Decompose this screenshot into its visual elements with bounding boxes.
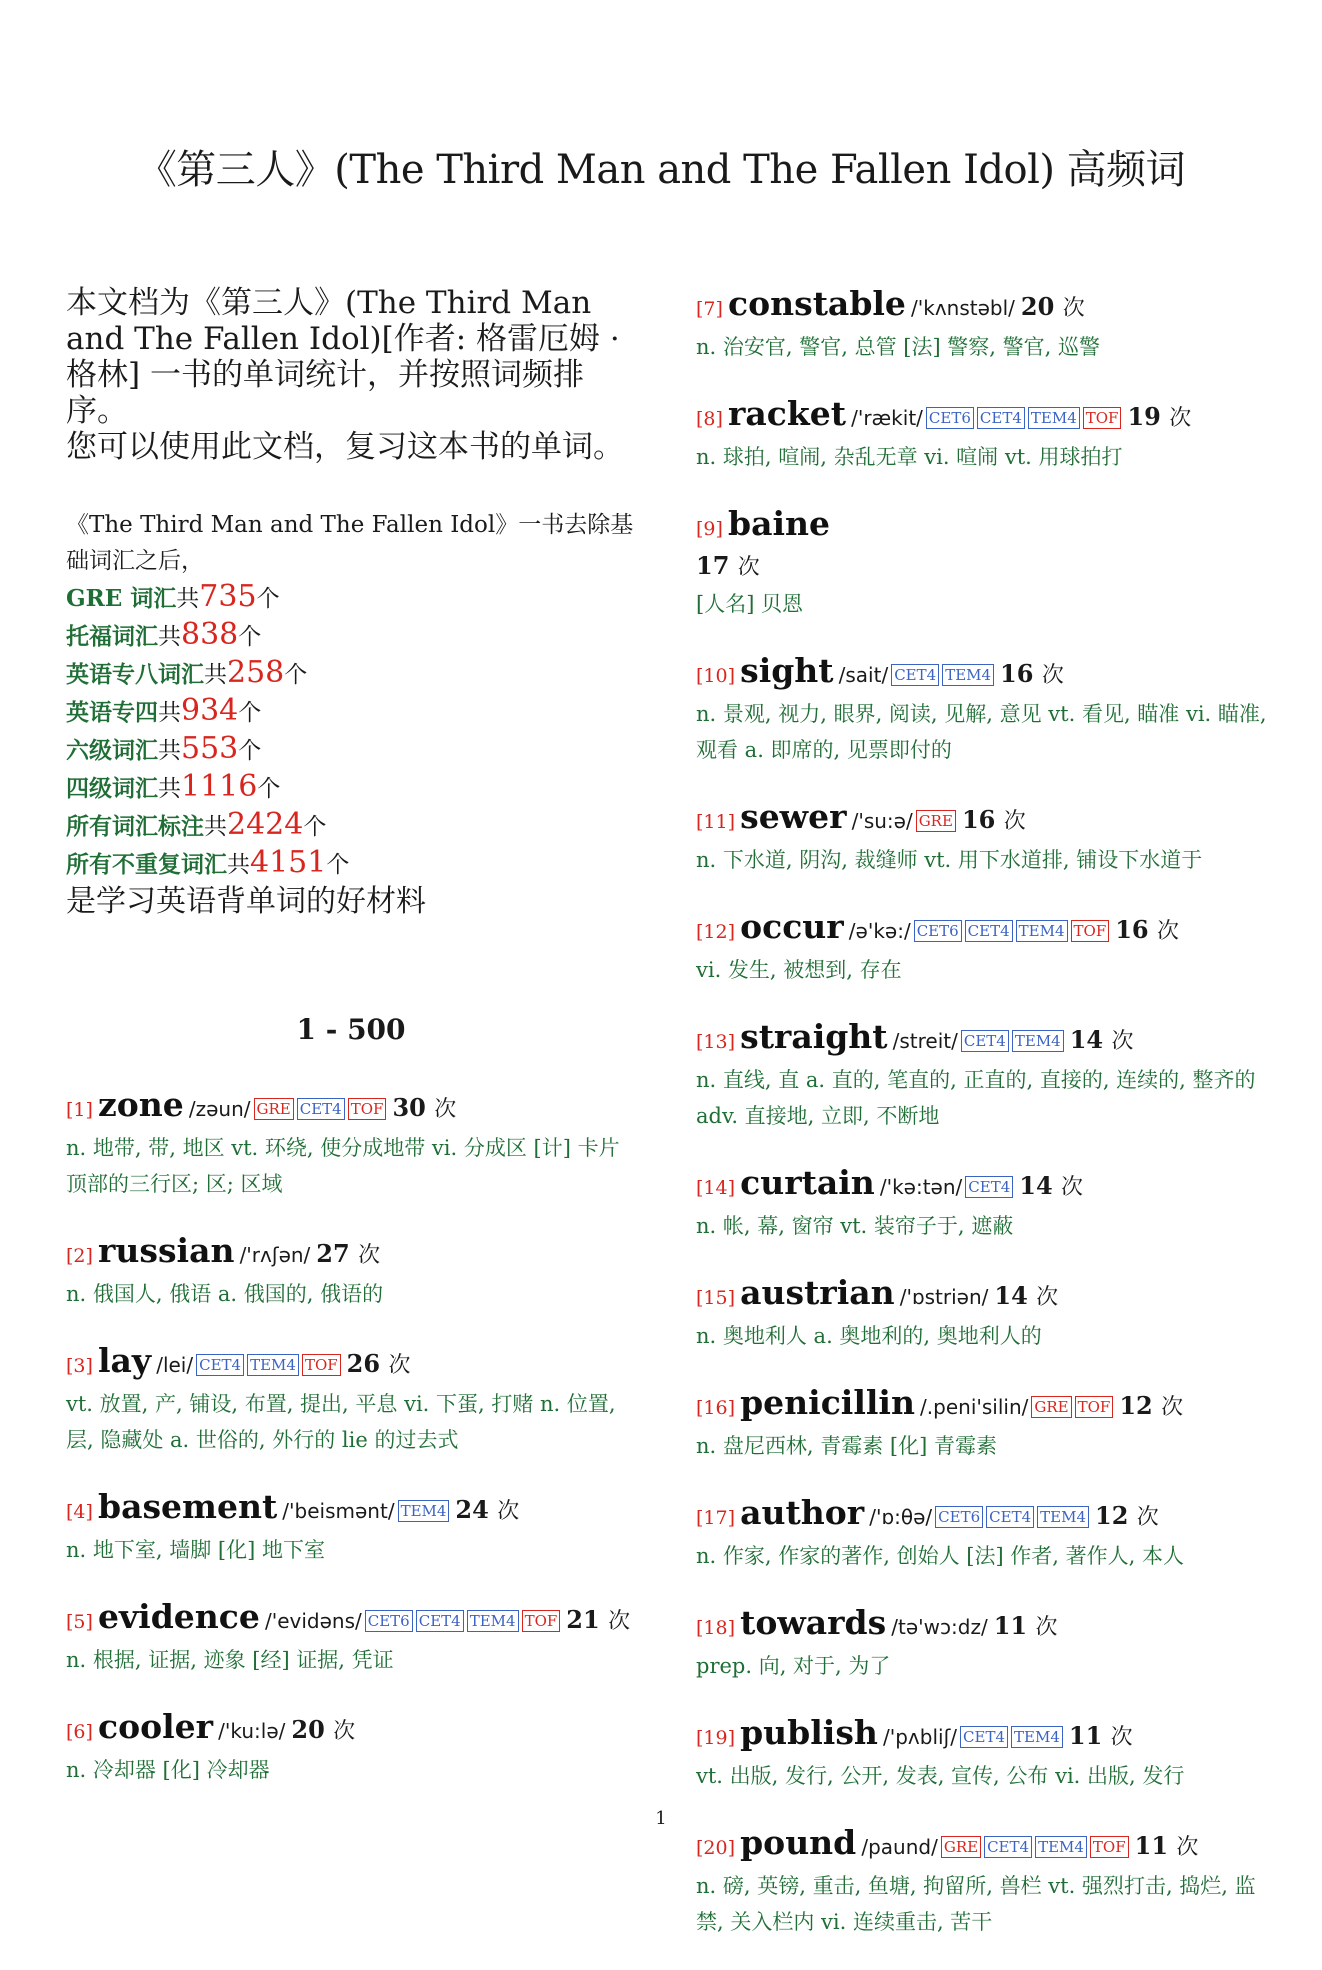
word-entry xyxy=(66,1598,636,1678)
entry-definition: vt. 放置, 产, 铺设, 布置, 提出, 平息 vi. 下蛋, 打赌 n. 位置, 层, 隐藏处 a. 世俗的, 外行的 lie 的过去式 xyxy=(66,1392,616,1452)
entry-count-value: 11 xyxy=(993,1611,1028,1640)
summary-closing: 是学习英语背单词的好材料 xyxy=(66,884,426,919)
stat-unit: 个 xyxy=(257,776,281,802)
stat-connector: 共 xyxy=(158,738,181,764)
entry-word: author xyxy=(740,1493,865,1532)
entry-word: cooler xyxy=(98,1707,214,1746)
entry-list-left xyxy=(66,1086,636,1788)
exam-tag: CET4 xyxy=(965,920,1013,942)
word-entry xyxy=(696,1824,1276,1940)
entry-phonetic: /'su:ə/ xyxy=(851,809,913,833)
stat-line xyxy=(66,617,636,655)
entry-count-suffix: 次 xyxy=(497,1499,520,1524)
entry-index: [15] xyxy=(696,1287,736,1309)
entry-index: [19] xyxy=(696,1727,736,1749)
entry-head xyxy=(696,1274,1276,1318)
entry-word: lay xyxy=(98,1341,152,1380)
stat-connector: 共 xyxy=(158,776,181,802)
entry-count xyxy=(316,1239,380,1268)
entry-head xyxy=(66,1488,636,1532)
entry-count xyxy=(347,1349,411,1378)
entry-definition: n. 帐, 幕, 窗帘 vt. 装帘子于, 遮蔽 xyxy=(696,1214,1014,1238)
entry-definition: n. 直线, 直 a. 直的, 笔直的, 正直的, 直接的, 连续的, 整齐的 adv. 直接地, 立即, 不断地 xyxy=(696,1068,1256,1128)
exam-tag: TEM4 xyxy=(1011,1726,1063,1748)
entry-index: [20] xyxy=(696,1837,736,1859)
stat-unit: 个 xyxy=(238,624,262,650)
stat-value: 2424 xyxy=(227,807,304,842)
entry-count-value: 12 xyxy=(1119,1391,1153,1420)
word-entry xyxy=(696,1018,1276,1134)
entry-count xyxy=(1127,402,1191,431)
entry-count-value: 24 xyxy=(455,1495,489,1524)
entry-index: [12] xyxy=(696,921,736,943)
exam-tag: CET4 xyxy=(984,1836,1032,1858)
entry-index: [11] xyxy=(696,811,736,833)
entry-index: [16] xyxy=(696,1397,736,1419)
stat-unit: 个 xyxy=(326,852,350,878)
entry-count xyxy=(392,1093,456,1122)
stat-label: 托福词汇 xyxy=(66,623,158,650)
entry-index: [6] xyxy=(66,1721,93,1743)
entry-definition: n. 下水道, 阴沟, 裁缝师 vt. 用下水道排, 铺设下水道于 xyxy=(696,848,1203,872)
stat-line xyxy=(66,655,636,693)
entry-count-suffix: 次 xyxy=(358,1243,381,1268)
entry-phonetic: /'ku:lə/ xyxy=(218,1719,286,1743)
stat-value: 258 xyxy=(227,655,285,690)
entry-phonetic: /'rʌʃən/ xyxy=(239,1243,311,1267)
entry-count xyxy=(994,1281,1058,1310)
entry-phonetic: /zəun/ xyxy=(188,1097,251,1121)
entry-definition: vt. 出版, 发行, 公开, 发表, 宣传, 公布 vi. 出版, 发行 xyxy=(696,1764,1185,1788)
entry-count-suffix: 次 xyxy=(1041,663,1064,688)
stat-connector: 共 xyxy=(227,852,250,878)
exam-tag: GRE xyxy=(254,1098,294,1120)
entry-head xyxy=(696,1604,1276,1648)
exam-tag: CET4 xyxy=(960,1726,1008,1748)
exam-tag: GRE xyxy=(916,810,956,832)
entry-phonetic: /sait/ xyxy=(838,663,889,687)
exam-tag: TOF xyxy=(1090,1836,1129,1858)
stat-line xyxy=(66,807,636,845)
stat-unit: 个 xyxy=(238,700,262,726)
stat-unit: 个 xyxy=(256,586,280,612)
word-entry xyxy=(696,908,1276,988)
entry-count-suffix: 次 xyxy=(1003,809,1026,834)
entry-index: [18] xyxy=(696,1617,736,1639)
intro-line-2: 您可以使用此文档，复习这本书的单词。 xyxy=(66,429,624,465)
entry-count-suffix: 次 xyxy=(1110,1725,1133,1750)
entry-word: pound xyxy=(740,1823,857,1862)
word-entry xyxy=(696,798,1276,878)
entry-count-suffix: 次 xyxy=(608,1609,631,1634)
exam-tag: CET4 xyxy=(977,407,1025,429)
exam-tag: TEM4 xyxy=(247,1354,299,1376)
entry-count-value: 21 xyxy=(566,1605,600,1634)
word-entry xyxy=(66,1086,636,1202)
entry-count-suffix: 次 xyxy=(388,1353,411,1378)
word-entry xyxy=(696,1384,1276,1464)
stat-label: 所有词汇标注 xyxy=(66,813,204,840)
entry-count-suffix: 次 xyxy=(737,555,760,580)
entry-definition: n. 地下室, 墙脚 [化] 地下室 xyxy=(66,1538,325,1562)
entry-count-value: 30 xyxy=(392,1093,426,1122)
entry-word: towards xyxy=(740,1603,887,1642)
exam-tag: CET6 xyxy=(365,1610,413,1632)
entry-count xyxy=(1119,1391,1183,1420)
entry-phonetic: /ə'kə:/ xyxy=(848,919,911,943)
exam-tag: TOF xyxy=(1075,1396,1114,1418)
entry-phonetic: /'beismənt/ xyxy=(282,1499,395,1523)
exam-tag: TEM4 xyxy=(1035,1836,1087,1858)
entry-definition: n. 治安官, 警官, 总管 [法] 警察, 警官, 巡警 xyxy=(696,335,1101,359)
entry-phonetic: /'ɒ:θə/ xyxy=(869,1505,933,1529)
entry-count-suffix: 次 xyxy=(1136,1505,1159,1530)
entry-word: constable xyxy=(728,284,906,323)
entry-head xyxy=(696,652,1276,696)
word-entry xyxy=(696,505,1276,622)
entry-definition: vi. 发生, 被想到, 存在 xyxy=(696,958,902,982)
entry-word: straight xyxy=(740,1017,888,1056)
stat-label: 英语专八词汇 xyxy=(66,661,204,688)
entry-count-suffix: 次 xyxy=(434,1097,457,1122)
entry-count xyxy=(994,1611,1058,1640)
entry-head xyxy=(66,1342,636,1386)
entry-word: sewer xyxy=(740,797,847,836)
exam-tag: TOF xyxy=(348,1098,387,1120)
stat-connector: 共 xyxy=(204,662,227,688)
exam-tag: CET6 xyxy=(914,920,962,942)
exam-tag: CET6 xyxy=(935,1506,983,1528)
entry-phonetic: /lei/ xyxy=(156,1353,194,1377)
exam-tag: TOF xyxy=(522,1610,561,1632)
stats-list xyxy=(66,579,636,883)
entry-index: [14] xyxy=(696,1177,736,1199)
entry-definition: n. 球拍, 喧闹, 杂乱无章 vi. 喧闹 vt. 用球拍打 xyxy=(696,445,1123,469)
entry-head xyxy=(696,505,1276,549)
stat-label: 所有不重复词汇 xyxy=(66,851,227,878)
word-entry xyxy=(696,652,1276,768)
entry-definition: n. 根据, 证据, 迹象 [经] 证据, 凭证 xyxy=(66,1648,394,1672)
entry-head xyxy=(696,798,1276,842)
stat-value: 838 xyxy=(181,617,239,652)
stat-connector: 共 xyxy=(158,700,181,726)
exam-tag: CET4 xyxy=(416,1610,464,1632)
entry-word: curtain xyxy=(740,1163,875,1202)
word-entry xyxy=(66,1708,636,1788)
exam-tag: CET4 xyxy=(961,1030,1009,1052)
exam-tag: CET4 xyxy=(297,1098,345,1120)
entry-count-value: 16 xyxy=(1000,659,1034,688)
exam-tag: TEM4 xyxy=(1016,920,1068,942)
stat-line xyxy=(66,579,636,617)
stat-label: 英语专四 xyxy=(66,699,158,726)
word-entry xyxy=(66,1232,636,1312)
entry-count-value: 14 xyxy=(994,1281,1028,1310)
entry-index: [10] xyxy=(696,665,736,687)
entry-phonetic: /'rækit/ xyxy=(851,406,923,430)
word-entry xyxy=(696,1164,1276,1244)
entry-count xyxy=(1000,659,1064,688)
entry-count-value: 27 xyxy=(316,1239,350,1268)
stat-unit: 个 xyxy=(238,738,262,764)
stat-line xyxy=(66,693,636,731)
entry-definition: n. 地带, 带, 地区 vt. 环绕, 使分成地带 vi. 分成区 [计] 卡片顶部的三行区; 区; 区域 xyxy=(66,1136,620,1196)
entry-count-suffix: 次 xyxy=(1157,919,1180,944)
word-entry xyxy=(696,1604,1276,1684)
stat-label: GRE 词汇 xyxy=(66,585,177,612)
entry-phonetic: /'kə:tən/ xyxy=(879,1175,963,1199)
entry-index: [7] xyxy=(696,298,723,320)
entry-word: sight xyxy=(740,651,834,690)
entry-head xyxy=(696,1714,1276,1758)
exam-tag: TEM4 xyxy=(398,1500,450,1522)
entry-head xyxy=(696,1018,1276,1062)
entry-count xyxy=(962,805,1026,834)
stat-connector: 共 xyxy=(204,814,227,840)
entry-count-value: 19 xyxy=(1127,402,1161,431)
entry-count-value: 11 xyxy=(1068,1721,1103,1750)
left-column xyxy=(66,285,636,1818)
exam-tag: TEM4 xyxy=(1012,1030,1064,1052)
entry-definition: [人名] 贝恩 xyxy=(696,592,804,616)
entry-head xyxy=(696,1494,1276,1538)
entry-definition: n. 冷却器 [化] 冷却器 xyxy=(66,1758,270,1782)
entry-count-value: 11 xyxy=(1134,1831,1169,1860)
entry-count xyxy=(1070,1025,1134,1054)
exam-tag: CET6 xyxy=(926,407,974,429)
entry-word: austrian xyxy=(740,1273,895,1312)
entry-definition: n. 俄国人, 俄语 a. 俄国的, 俄语的 xyxy=(66,1282,384,1306)
entry-head xyxy=(696,1824,1276,1868)
entry-count xyxy=(696,551,760,580)
entry-word: evidence xyxy=(98,1597,260,1636)
exam-tag: TOF xyxy=(302,1354,341,1376)
stat-line xyxy=(66,769,636,807)
entry-word: baine xyxy=(728,504,830,543)
stat-label: 四级词汇 xyxy=(66,775,158,802)
entry-head xyxy=(66,1086,636,1130)
entry-index: [5] xyxy=(66,1611,93,1633)
entry-phonetic: /'kʌnstəbl/ xyxy=(911,296,1015,320)
entry-phonetic: /streit/ xyxy=(892,1029,958,1053)
stat-unit: 个 xyxy=(284,662,308,688)
entry-index: [2] xyxy=(66,1245,93,1267)
entry-phonetic: /tə'wɔ:dz/ xyxy=(891,1615,988,1639)
entry-definition: n. 景观, 视力, 眼界, 阅读, 见解, 意见 vt. 看见, 瞄准 vi. 瞄准, 观看 a. 即席的, 见票即付的 xyxy=(696,702,1267,762)
entry-definition: n. 盘尼西林, 青霉素 [化] 青霉素 xyxy=(696,1434,997,1458)
entry-phonetic: /'pʌbliʃ/ xyxy=(883,1725,958,1749)
entry-count-line xyxy=(696,549,1276,586)
entry-count xyxy=(1095,1501,1159,1530)
entry-count-suffix: 次 xyxy=(1062,296,1085,321)
entry-count-suffix: 次 xyxy=(1161,1395,1184,1420)
exam-tag: TEM4 xyxy=(1028,407,1080,429)
entry-index: [3] xyxy=(66,1355,93,1377)
entry-count-value: 20 xyxy=(1020,292,1055,321)
entry-head xyxy=(696,908,1276,952)
entry-count-value: 16 xyxy=(961,805,996,834)
entry-word: racket xyxy=(728,394,846,433)
exam-tag: CET4 xyxy=(965,1176,1013,1198)
entry-count xyxy=(1069,1721,1133,1750)
entry-count-suffix: 次 xyxy=(1036,1285,1059,1310)
entry-count-suffix: 次 xyxy=(1169,406,1192,431)
entry-head xyxy=(696,285,1276,329)
summary xyxy=(66,507,636,920)
entry-count-suffix: 次 xyxy=(1176,1835,1199,1860)
entry-count-value: 26 xyxy=(346,1349,381,1378)
entry-word: penicillin xyxy=(740,1383,915,1422)
entry-count-value: 14 xyxy=(1019,1171,1053,1200)
entry-phonetic: /'ɒstriən/ xyxy=(899,1285,989,1309)
entry-index: [1] xyxy=(66,1099,93,1121)
entry-word: basement xyxy=(98,1487,278,1526)
stat-connector: 共 xyxy=(176,586,200,612)
exam-tag: TEM4 xyxy=(942,664,994,686)
entry-count xyxy=(566,1605,630,1634)
entry-count-suffix: 次 xyxy=(1061,1175,1084,1200)
exam-tag: TOF xyxy=(1071,920,1110,942)
word-entry xyxy=(66,1342,636,1458)
entry-index: [9] xyxy=(696,518,723,540)
entry-definition: n. 磅, 英镑, 重击, 鱼塘, 拘留所, 兽栏 vt. 强烈打击, 捣烂, 监禁, 关入栏内 vi. 连续重击, 苦干 xyxy=(696,1874,1256,1934)
entry-count-value: 14 xyxy=(1069,1025,1104,1054)
entry-phonetic: /.peni'silin/ xyxy=(920,1395,1029,1419)
exam-tag: CET4 xyxy=(891,664,939,686)
entry-head xyxy=(66,1598,636,1642)
entry-list-right xyxy=(696,285,1276,1940)
entry-index: [8] xyxy=(696,408,723,430)
entry-head xyxy=(66,1232,636,1276)
entry-count xyxy=(1135,1831,1199,1860)
entry-count xyxy=(1019,1171,1083,1200)
entry-count-value: 17 xyxy=(696,551,730,580)
entry-word: publish xyxy=(740,1713,878,1752)
exam-tag: TOF xyxy=(1083,407,1122,429)
exam-tag: GRE xyxy=(1031,1396,1071,1418)
entry-count-value: 12 xyxy=(1095,1501,1129,1530)
intro xyxy=(66,285,636,465)
page-number: 1 xyxy=(655,1808,667,1829)
entry-word: zone xyxy=(98,1085,184,1124)
entry-definition: prep. 向, 对于, 为了 xyxy=(696,1654,891,1678)
entry-count-value: 16 xyxy=(1115,915,1149,944)
exam-tag: TEM4 xyxy=(1037,1506,1089,1528)
entry-count xyxy=(291,1715,355,1744)
exam-tag: TEM4 xyxy=(467,1610,519,1632)
range-heading: 1 - 500 xyxy=(296,1013,406,1046)
entry-count xyxy=(455,1495,519,1524)
stat-value: 553 xyxy=(181,731,239,766)
word-entry xyxy=(696,285,1276,365)
entry-count-suffix: 次 xyxy=(1111,1029,1134,1054)
word-entry xyxy=(696,1714,1276,1794)
entry-count-suffix: 次 xyxy=(1035,1615,1058,1640)
stat-value: 735 xyxy=(199,579,257,614)
entry-count xyxy=(1115,915,1179,944)
entry-head xyxy=(696,1164,1276,1208)
exam-tag: CET4 xyxy=(986,1506,1034,1528)
document-title: 《第三人》(The Third Man and The Fallen Idol) 高频词 xyxy=(136,147,1186,193)
exam-tag: GRE xyxy=(941,1836,981,1858)
entry-count xyxy=(1021,292,1085,321)
entry-word: russian xyxy=(98,1231,235,1270)
stat-value: 4151 xyxy=(250,845,327,880)
intro-line-1: 本文档为《第三人》(The Third Man and The Fallen Idol)[作者: 格雷厄姆 · 格林] 一书的单词统计，并按照词频排序。 xyxy=(66,285,620,429)
entry-head xyxy=(696,1384,1276,1428)
entry-head xyxy=(66,1708,636,1752)
stat-line xyxy=(66,845,636,883)
entry-index: [4] xyxy=(66,1501,93,1523)
stat-value: 934 xyxy=(181,693,239,728)
entry-index: [13] xyxy=(696,1031,736,1053)
word-entry xyxy=(696,395,1276,475)
stat-line xyxy=(66,731,636,769)
stat-label: 六级词汇 xyxy=(66,737,158,764)
entry-phonetic: /paund/ xyxy=(861,1835,938,1859)
summary-lead: 《The Third Man and The Fallen Idol》一书去除基础词汇之后， xyxy=(66,512,634,574)
exam-tag: CET4 xyxy=(196,1354,244,1376)
entry-word: occur xyxy=(740,907,844,946)
entry-definition: n. 奥地利人 a. 奥地利的, 奥地利人的 xyxy=(696,1324,1042,1348)
entry-phonetic: /'evidəns/ xyxy=(264,1609,362,1633)
right-column xyxy=(696,285,1276,1970)
stat-value: 1116 xyxy=(181,769,258,804)
word-entry xyxy=(66,1488,636,1568)
entry-index: [17] xyxy=(696,1507,736,1529)
word-entry xyxy=(696,1274,1276,1354)
entry-definition: n. 作家, 作家的著作, 创始人 [法] 作者, 著作人, 本人 xyxy=(696,1544,1185,1568)
entry-head xyxy=(696,395,1276,439)
entry-count-suffix: 次 xyxy=(333,1719,356,1744)
stat-connector: 共 xyxy=(158,624,181,650)
entry-count-value: 20 xyxy=(291,1715,325,1744)
stat-unit: 个 xyxy=(303,814,327,840)
word-entry xyxy=(696,1494,1276,1574)
